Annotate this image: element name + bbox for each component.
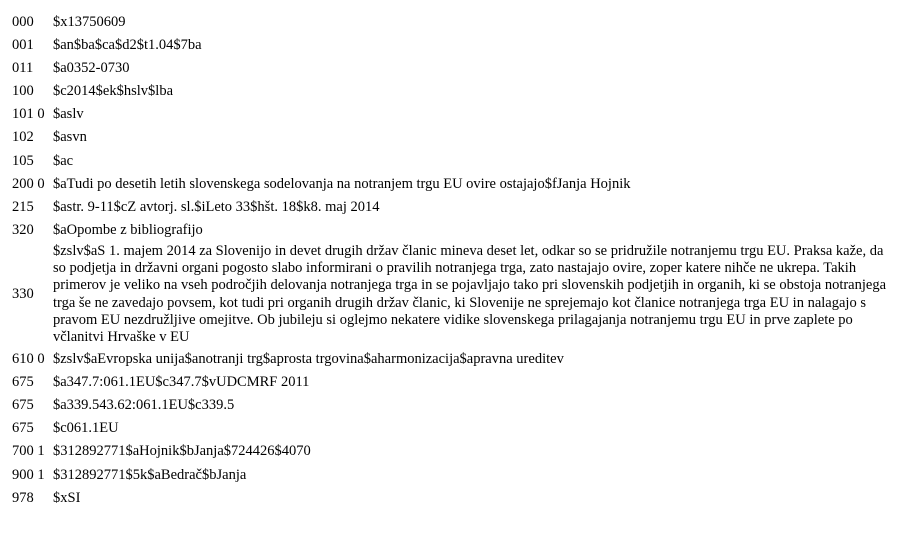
field-content: $zslv$aS 1. majem 2014 za Slovenijo in devet drugih držav članic mineva deset let, odkar so se pridružile notranjemu trgu EU. Praksa kaže, da so podjetja in državni organi pogosto slabo informirani o pravilih notranjega trga, zato nastajajo ovire, zoper katere nihče ne ukrepa. Takih primerov je veliko na vseh področjih delovanja notranjega trga in se pojavljajo tako pri slovenskih podjetjih in organih, ki se obstoja notranjega trga še ne zavedajo povsem, kot tudi pri organih drugih držav članic, ki Slovenije ne sprejemajo kot članice notranjega trga EU in nalagajo s pravom EU nezdružljive omejitve. Ob jubileju si oglejmo nekatere vidike slovenskega prilagajanja notranjemu trgu EU in prve zaplete po včlanitvi Hrvaške v EU [53,242,890,345]
field-content: $a347.7:061.1EU$c347.7$vUDCMRF 2011 [53,374,310,391]
field-675 [12,394,888,417]
field-100 [12,80,888,103]
field-content: $astr. 9-11$cZ avtorj. sl.$iLeto 33$hšt. 18$k8. maj 2014 [53,198,380,215]
field-content: $c2014$ek$hslv$lba [53,83,174,100]
field-tag: 100 [12,83,34,100]
field-content: $a0352-0730 [53,60,130,77]
field-000 [12,11,888,34]
field-900 [12,464,888,487]
field-tag: 101 0 [12,106,45,123]
field-content: $aOpombe z bibliografijo [53,221,203,238]
field-001 [12,34,888,57]
field-tag: 011 [12,60,34,77]
field-610 [12,348,888,371]
field-content: $aTudi po desetih letih slovenskega sodelovanja na notranjem trgu EU ovire ostajajo$fJanja Hojnik [53,175,631,192]
field-tag: 700 1 [12,443,45,460]
field-tag: 330 [12,285,34,302]
field-tag: 675 [12,420,34,437]
field-tag: 900 1 [12,466,45,483]
field-content: $312892771$5k$aBedrač$bJanja [53,466,247,483]
field-011 [12,57,888,80]
field-675 [12,417,888,440]
field-978 [12,487,888,510]
field-tag: 610 0 [12,351,45,368]
field-675 [12,371,888,394]
field-tag: 215 [12,198,34,215]
field-content: $x13750609 [53,13,126,30]
field-content: $a339.543.62:061.1EU$c339.5 [53,397,235,414]
field-tag: 000 [12,13,34,30]
field-content: $asvn [53,129,87,146]
field-tag: 105 [12,152,34,169]
field-101 [12,103,888,126]
field-330 [12,242,888,348]
field-215 [12,196,888,219]
field-content: $ac [53,152,74,169]
field-105 [12,150,888,173]
field-tag: 675 [12,397,34,414]
field-320 [12,219,888,242]
field-102 [12,126,888,149]
field-content: $c061.1EU [53,420,119,437]
field-content: $zslv$aEvropska unija$anotranji trg$aprosta trgovina$aharmonizacija$apravna ureditev [53,351,564,368]
field-tag: 320 [12,221,34,238]
field-700 [12,441,888,464]
field-content: $aslv [53,106,84,123]
field-200 [12,173,888,196]
field-content: $an$ba$ca$d2$t1.04$7ba [53,37,202,54]
field-tag: 675 [12,374,34,391]
field-tag: 102 [12,129,34,146]
field-content: $xSI [53,489,81,506]
field-tag: 200 0 [12,175,45,192]
field-tag: 001 [12,37,34,54]
field-tag: 978 [12,489,34,506]
field-content: $312892771$aHojnik$bJanja$724426$4070 [53,443,311,460]
